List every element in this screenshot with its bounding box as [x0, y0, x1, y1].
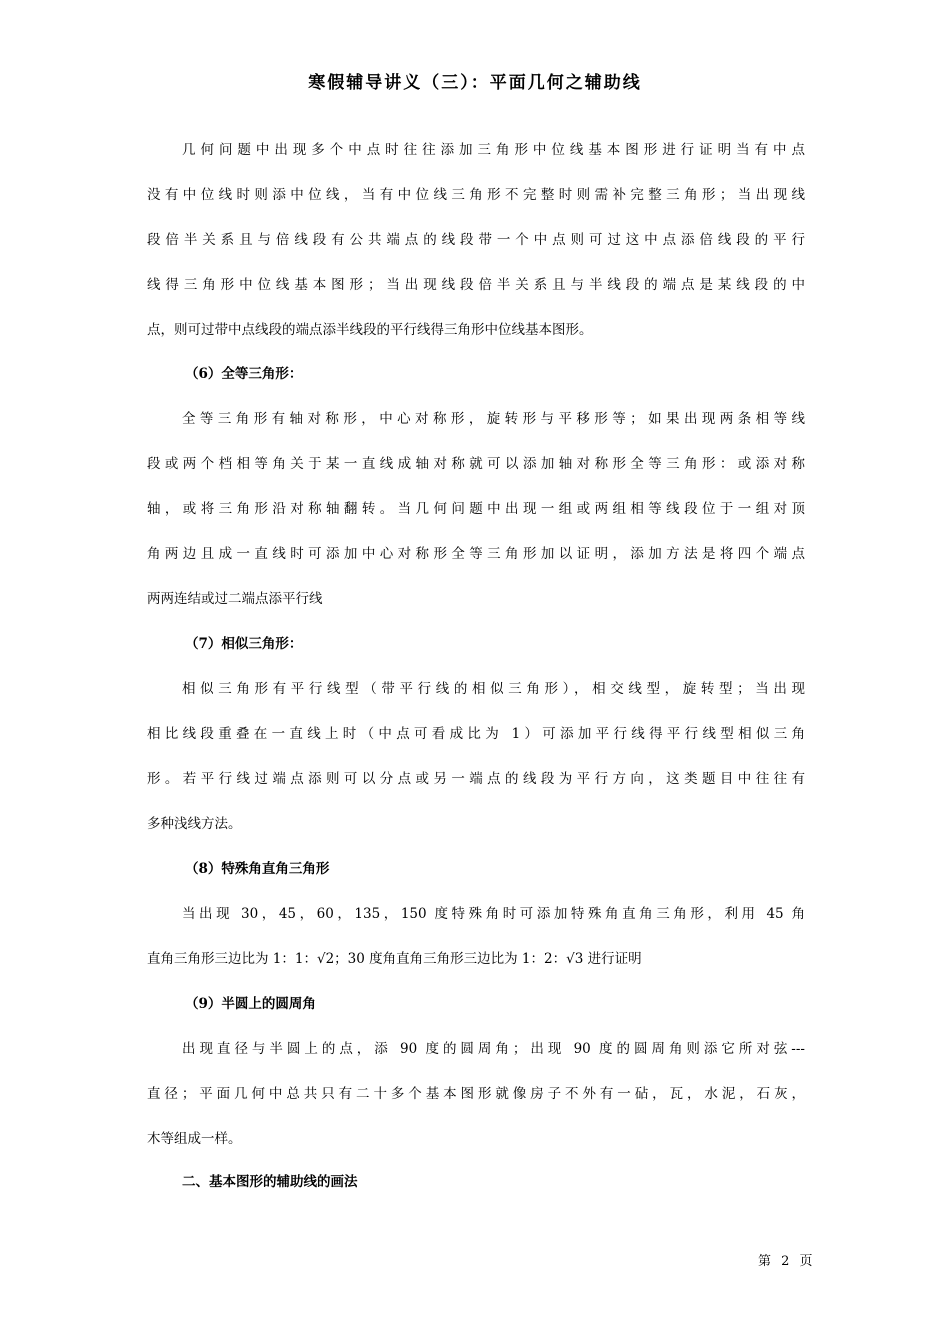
section-heading: （8）特殊角直角三角形: [185, 861, 330, 877]
paragraph-line: 直径；平面几何中总共只有二十多个基本图形就像房子不外有一砧，瓦，水泥，石灰，: [147, 1086, 805, 1102]
paragraph-line: 没有中位线时则添中位线，当有中位线三角形不完整时则需补完整三角形；当出现线: [147, 187, 805, 203]
paragraph-line: 木等组成一样。: [147, 1131, 242, 1147]
section-heading: 二、基本图形的辅助线的画法: [182, 1174, 358, 1190]
paragraph-line: 段倍半关系且与倍线段有公共端点的线段带一个中点则可过这中点添倍线段的平行: [147, 232, 805, 248]
paragraph-line: 形。若平行线过端点添则可以分点或另一端点的线段为平行方向，这类题目中往往有: [147, 771, 805, 787]
paragraph-line: 两两连结或过二端点添平行线: [147, 591, 323, 607]
paragraph-line: 角两边且成一直线时可添加中心对称形全等三角形加以证明，添加方法是将四个端点: [147, 546, 805, 562]
paragraph-line: 相似三角形有平行线型（带平行线的相似三角形），相交线型，旋转型；当出现: [182, 681, 805, 697]
paragraph-line: 线得三角形中位线基本图形；当出现线段倍半关系且与半线段的端点是某线段的中: [147, 277, 805, 293]
paragraph-line: 点，则可过带中点线段的端点添半线段的平行线得三角形中位线基本图形。: [147, 322, 593, 338]
paragraph-line: 多种浅线方法。: [147, 816, 242, 832]
page-number: 第 2 页: [758, 1254, 816, 1269]
paragraph-line: 相比线段重叠在一直线上时（中点可看成比为 1）可添加平行线得平行线型相似三角: [147, 726, 805, 742]
paragraph-line: 段或两个档相等角关于某一直线成轴对称就可以添加轴对称形全等三角形：或添对称: [147, 456, 805, 472]
section-heading: （6）全等三角形：: [185, 366, 303, 382]
section-heading: （7）相似三角形：: [185, 636, 303, 652]
paragraph-line: 轴，或将三角形沿对称轴翻转。当几何问题中出现一组或两组相等线段位于一组对顶: [147, 501, 805, 517]
paragraph-line: 几何问题中出现多个中点时往往添加三角形中位线基本图形进行证明当有中点: [182, 142, 805, 158]
section-heading: （9）半圆上的圆周角: [185, 996, 316, 1012]
paragraph-line: 出现直径与半圆上的点，添 90 度的圆周角；出现 90 度的圆周角则添它所对弦---: [182, 1041, 805, 1057]
paragraph-line: 当出现 30，45，60，135，150 度特殊角时可添加特殊角直角三角形，利用 45 角: [182, 906, 805, 922]
paragraph-line: 全等三角形有轴对称形，中心对称形，旋转形与平移形等；如果出现两条相等线: [182, 411, 805, 427]
document-title: 寒假辅导讲义（三）：平面几何之辅助线: [308, 73, 642, 93]
paragraph-line: 直角三角形三边比为 1：1：√2；30 度角直角三角形三边比为 1：2：√3 进行证明: [147, 951, 642, 967]
